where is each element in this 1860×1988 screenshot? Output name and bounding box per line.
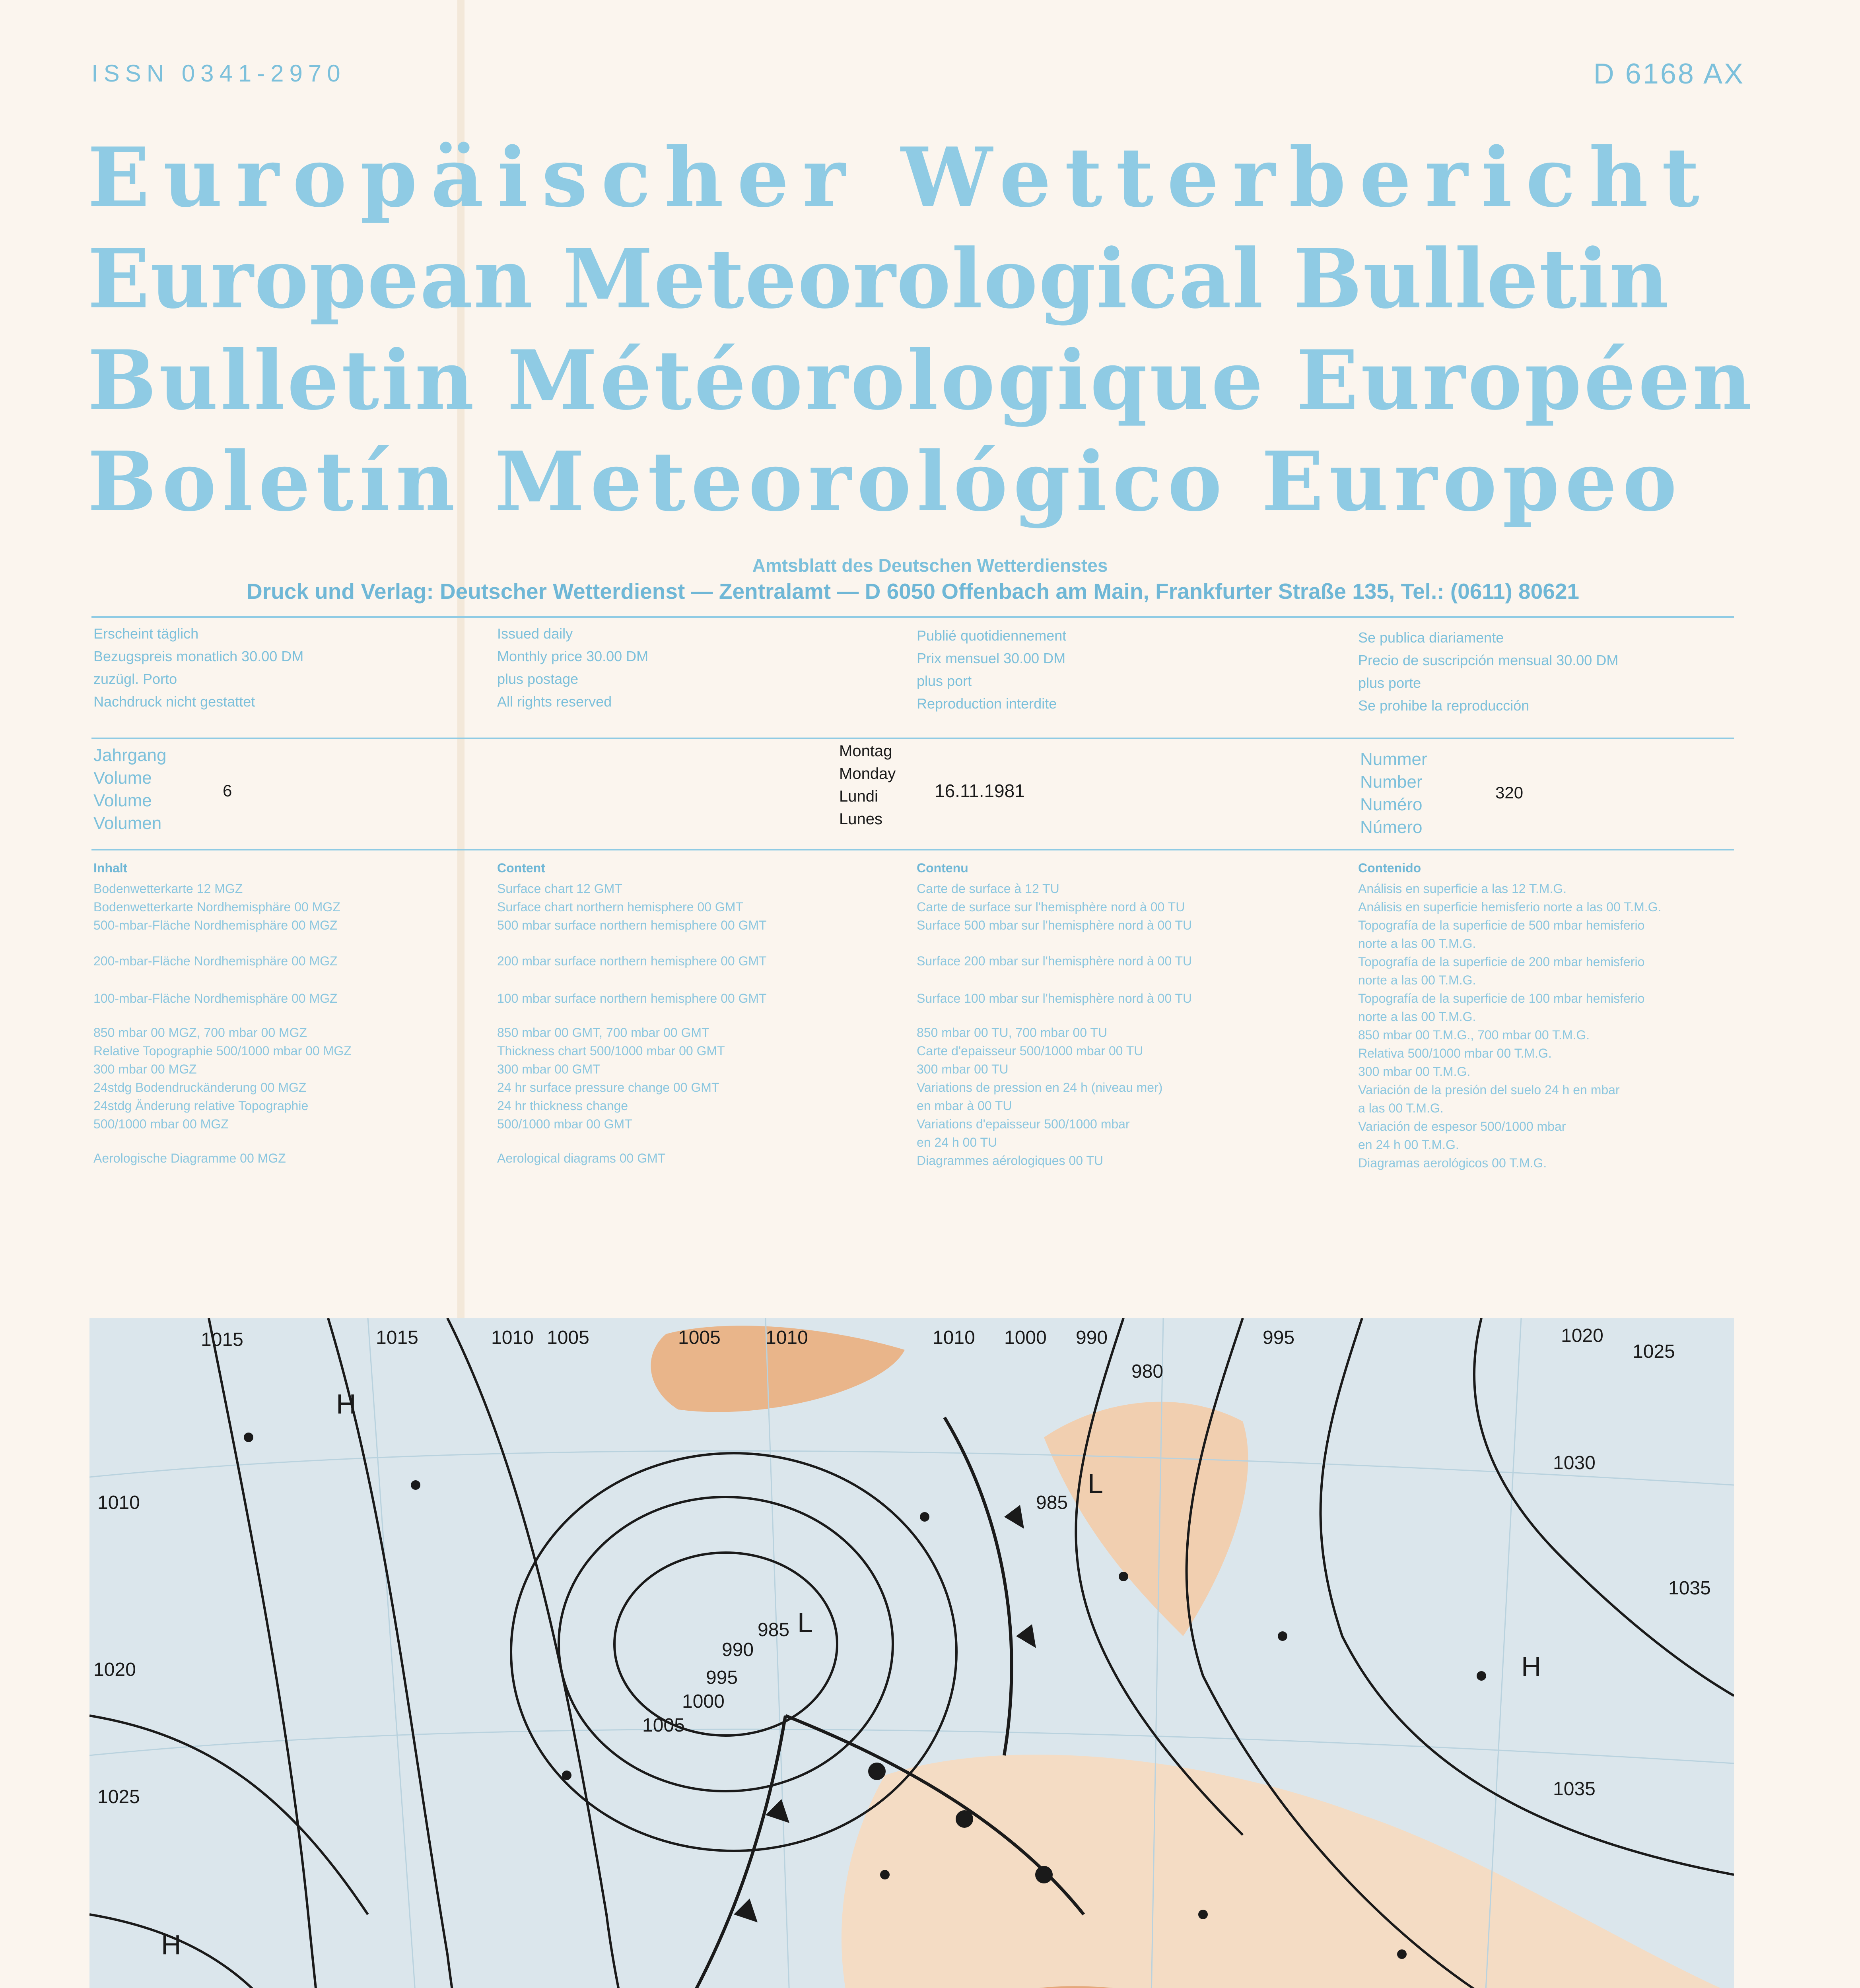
isobar-label: 1010	[97, 1492, 140, 1513]
volume-number: 6	[223, 781, 232, 800]
isobar-label: 1025	[1633, 1341, 1675, 1362]
issn-number: ISSN 0341-2970	[91, 60, 346, 87]
isobar-label: 1030	[1553, 1452, 1596, 1474]
isobar-label: 1005	[678, 1327, 721, 1348]
isobar-label: 1020	[93, 1659, 136, 1680]
isobar-label: 1015	[201, 1329, 243, 1350]
isobar-label: 990	[1076, 1327, 1108, 1348]
amtsblatt-line: Amtsblatt des Deutschen Wetterdienstes	[752, 555, 1108, 576]
surface-chart-svg	[89, 1318, 1734, 1988]
info-english: Issued daily Monthly price 30.00 DM plus postage All rights reserved	[497, 625, 649, 710]
publisher-line: Druck und Verlag: Deutscher Wetterdienst — Zentralamt — D 6050 Offenbach am Main, Frankfurter Straße 135, Tel.: (0611) 80621	[247, 579, 1579, 604]
isobar-label: 1005	[642, 1715, 685, 1736]
isobar-label: 1035	[1553, 1778, 1596, 1800]
contents-french: Contenu Carte de surface à 12 TU Carte de surface sur l'hemisphère nord à 00 TU Surface 500 mbar sur l'hemisphère nord à 00 TU Surface 200 mbar sur l'hemisphère nord à 00 TU Surface 100 mbar sur l'hemisphère nord à 00 TU 850 mbar 00 TU, 700 mbar 00 TU Carte d'epaisseur 500/1000 mbar 00 TU 300 mbar 00 TU Variations de pression en 24 h (niveau mer) en mbar à 00 TU Variations d'epaisseur 500/1000 mbar en 24 h 00 TU Diagrammes aérologiques 00 TU	[917, 861, 1192, 1168]
isobar-label: 1010	[933, 1327, 975, 1348]
divider	[91, 849, 1734, 850]
isobar-label: 1000	[682, 1691, 725, 1712]
isobar-label: 1025	[97, 1786, 140, 1807]
contents-english: Content Surface chart 12 GMT Surface chart northern hemisphere 00 GMT 500 mbar surface northern hemisphere 00 GMT 200 mbar surface northern hemisphere 00 GMT 100 mbar surface northern hemisphere 00 GMT 850 mbar 00 GMT, 700 mbar 00 GMT Thickness chart 500/1000 mbar 00 GMT 300 mbar 00 GMT 24 hr surface pressure change 00 GMT 24 hr thickness change 500/1000 mbar 00 GMT Aerological diagrams 00 GMT	[497, 861, 767, 1165]
info-spanish: Se publica diariamente Precio de suscripción mensual 30.00 DM plus porte Se prohibe la reproducción	[1358, 629, 1619, 714]
isobar-label: 1000	[1004, 1327, 1047, 1348]
isobar-label: 1035	[1668, 1578, 1711, 1599]
title-spanish: Boletín Meteorológico Europeo	[87, 434, 1683, 530]
weekday-labels: Montag Monday Lundi Lunes	[839, 742, 896, 828]
isobar-label: 990	[722, 1639, 754, 1660]
divider	[91, 616, 1734, 618]
info-french: Publié quotidiennement Prix mensuel 30.00 DM plus port Reproduction interdite	[917, 627, 1067, 712]
isobar-label: 995	[1263, 1327, 1295, 1348]
info-german: Erscheint täglich Bezugspreis monatlich 30.00 DM zuzügl. Porto Nachdruck nicht gestattet	[93, 625, 304, 710]
volume-labels: Jahrgang Volume Volume Volumen	[93, 746, 167, 833]
isobar-label: 995	[706, 1667, 738, 1688]
isobar-label: 1020	[1561, 1325, 1603, 1346]
issue-number: 320	[1495, 783, 1524, 802]
isobar-label: 985	[758, 1619, 790, 1640]
title-french: Bulletin Météorologique Européen	[87, 333, 1754, 428]
issue-date: 16.11.1981	[935, 780, 1025, 801]
low-centre-label: L	[797, 1607, 813, 1638]
title-english: European Meteorological Bulletin	[87, 231, 1670, 327]
contents-german: Inhalt Bodenwetterkarte 12 MGZ Bodenwetterkarte Nordhemisphäre 00 MGZ 500-mbar-Fläche Nordhemisphäre 00 MGZ 200-mbar-Fläche Nordhemisphäre 00 MGZ 100-mbar-Fläche Nordhemisphäre 00 MGZ 850 mbar 00 MGZ, 700 mbar 00 MGZ Relative Topographie 500/1000 mbar 00 MGZ 300 mbar 00 MGZ 24stdg Bodendruckänderung 00 MGZ 24stdg Änderung relative Topographie 500/1000 mbar 00 MGZ Aerologische Diagramme 00 MGZ	[93, 861, 352, 1165]
surface-chart	[89, 1318, 1734, 1988]
isobar-label: 985	[1036, 1492, 1068, 1513]
title-german: Europäischer Wetterbericht	[87, 130, 1713, 225]
isobar-label: 1005	[547, 1327, 589, 1348]
isobar-label: 980	[1131, 1361, 1164, 1382]
number-labels: Nummer Number Numéro Número	[1360, 749, 1427, 837]
postal-code: D 6168 AX	[1593, 58, 1745, 90]
divider	[91, 738, 1734, 739]
high-centre-label: H	[1521, 1651, 1541, 1682]
contents-spanish: Contenido Análisis en superficie a las 12 T.M.G. Análisis en superficie hemisferio norte a las 00 T.M.G. Topografía de la superficie de 500 mbar hemisferio norte a las 00 T.M.G. Topografía de la superficie de 200 mbar hemisferio norte a las 00 T.M.G. Topografía de la superficie de 100 mbar hemisferio norte a las 00 T.M.G. 850 mbar 00 T.M.G., 700 mbar 00 T.M.G. Relativa 500/1000 mbar 00 T.M.G. 300 mbar 00 T.M.G. Variación de la presión del suelo 24 h en mbar a las 00 T.M.G. Variación de espesor 500/1000 mbar en 24 h 00 T.M.G. Diagramas aerológicos 00 T.M.G.	[1358, 861, 1662, 1170]
isobar-label: 1010	[766, 1327, 808, 1348]
isobar-label: 1010	[491, 1327, 534, 1348]
isobar-label: 1015	[376, 1327, 418, 1348]
high-centre-label: H	[161, 1929, 181, 1960]
low-centre-label: L	[1088, 1468, 1103, 1499]
high-centre-label: H	[336, 1388, 356, 1419]
